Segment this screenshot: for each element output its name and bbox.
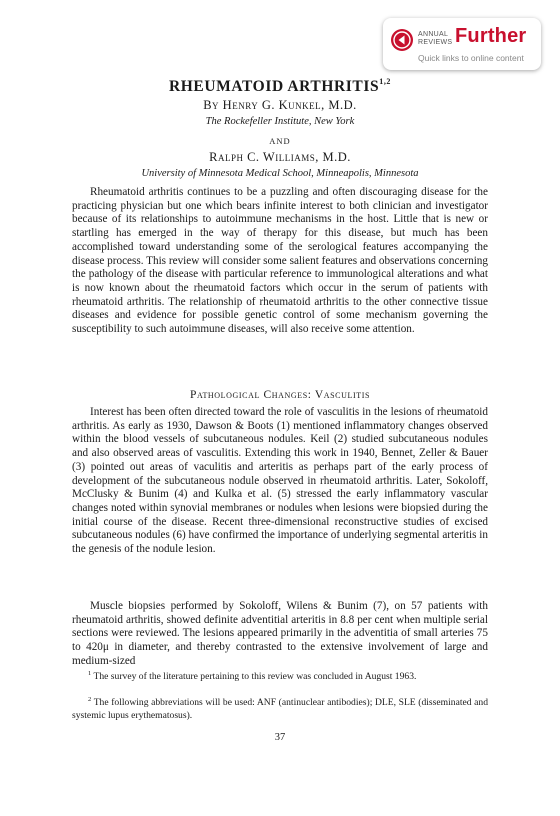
badge-subtitle: Quick links to online content	[418, 53, 524, 63]
footnote-2: $^2$ The following abbreviations will be used: ANF (antinuclear antibodies); DLE, SLE (disseminated and systemic lupus erythematosus).	[72, 696, 488, 721]
page-number: 37	[274, 732, 286, 743]
muscle-biopsy-paragraph: Muscle biopsies performed by Sokoloff, Wilens & Bunim (7), on 57 patients with rheumatoid arthritis, showed definite adventitial arteritis in 8.8 per cent when multiple serial sections were reviewed. The lesions appeared primarily in the adventitia of small arteries 75 to 420μ in diameter, and thereby contrasted to the extensive involvement of large and medium-sized	[72, 600, 488, 667]
affiliation-2: University of Minnesota Medical School, Minneapolis, Minnesota	[141, 168, 419, 179]
play-arrow-icon	[391, 29, 413, 51]
badge-brand: Further	[455, 25, 527, 47]
author-2: Ralph C. Williams, M.D.	[209, 150, 351, 164]
footnote-1: $^1$ The survey of the literature pertaining to this review was concluded in August 1963.	[88, 670, 417, 682]
badge-publisher-label: ANNUAL REVIEWS	[418, 31, 453, 46]
intro-paragraph: Rheumatoid arthritis continues to be a puzzling and often discouraging disease for the practicing physician but one which bears infinite interest to both clinician and investigator because of its relationships to autoimmune mechanisms in the host. Little that is new or startling has emerged in the way of therapy for this disease, but much has been accomplished toward understanding some of the serological features accompanying the disease process. This review will consider some salient features and observations concerning the pathology of the disease with particular reference to immunological alterations and what is now known about the rheumatoid factors which occur in the serum of patients with rheumatoid arthritis. The relationship of rheumatoid arthritis to the other connective tissue diseases and evidence for possible genetic control of some mechanism governing the susceptibility to such autoimmune diseases, will also receive some attention.	[72, 186, 488, 336]
author-separator: AND	[269, 136, 291, 146]
section-heading: Pathological Changes: Vasculitis	[189, 389, 371, 401]
title-footnote-marks: 1,2	[379, 77, 392, 86]
affiliation-1: The Rockefeller Institute, New York	[205, 116, 355, 127]
annual-reviews-further-badge[interactable]	[383, 18, 541, 70]
article-title: RHEUMATOID ARTHRITIS$^{1,2}$	[168, 77, 392, 95]
author-1: By Henry G. Kunkel, M.D.	[203, 98, 357, 112]
vasculitis-paragraph: Interest has been often directed toward the role of vasculitis in the lesions of rheumatoid arthritis. As early as 1930, Dawson & Boots (1) mentioned inflammatory changes observed within the blood vessels of subcutaneous nodules. Keil (2) studied subcutaneous nodules and also observed areas of vasculitis. Extending this work in 1940, Bennet, Zeller & Bauer (3) pointed out areas of vaculitis and arteritis as perhaps part of the early process of development of the subcutaneous nodule observed in rheumatoid arthritis. Later, Sokoloff, McClusky & Bunim (4) and Kulka et al. (5) stressed the early inflammatory vascular changes noted within synovial membranes or nodules when lesions were biopsied during the initial course of the disease. Recent three-dimensional reconstructive studies of excised subcutaneous nodules (6) have confirmed the importance of underlying segmental arteritis in the genesis of the nodule lesion.	[72, 406, 488, 556]
